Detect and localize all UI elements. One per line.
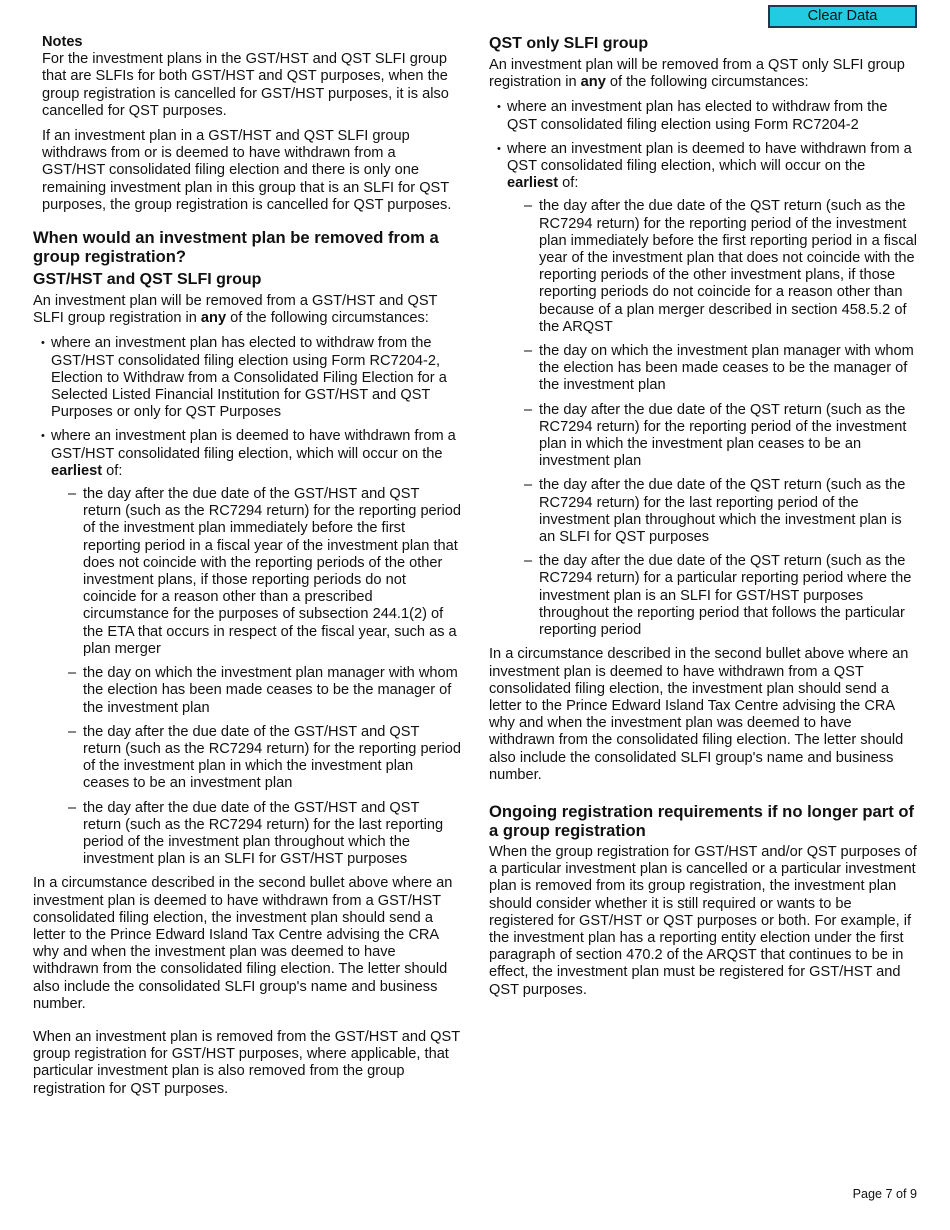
list-item: – the day after the due date of the GST/HST and QST return (such as the RC7294 return) for the reporting period of the investment plan immediately before the first reporting period in a fiscal year of the investment plan that does not coincide with the reporting periods of the other investment plans, if those reporting periods do not coincide for a reason other than a prescribed circumstance for the purposes of subsection 244.1(2) of the ETA that occurs in respect of the fiscal year, such as a plan merger <box>51 486 461 658</box>
list-item: – the day after the due date of the QST return (such as the RC7294 return) for a particular reporting period where the investment plan is an SLFI for GST/HST purposes throughout the reporting period that follows the particular reporting period <box>507 553 919 639</box>
page-number: Page 7 of 9 <box>852 1187 917 1201</box>
list-item: • where an investment plan is deemed to have withdrawn from a GST/HST consolidated filing election, which will occur on the earliest of: – the day after the due date of the GST/HST and QST return (such as the RC7294 return) for the reporting period of the investment plan immediately before the first reporting period in a fiscal year of the investment plan that does not coincide with the reporting periods of the other investment plans, if those reporting periods do not coincide for a reason other than a prescribed circumstance for the purposes of subsection 244.1(2) of the ETA that occurs in respect of the fiscal year, such as a plan merger – the day on which the investment plan manager with whom the election has been made ceases to be the manager of the investment plan – the day after the due date of the GST/HST and QST return (such as the RC7294 return) for the reporting period of the investment plan in which the investment plan ceases to be an investment plan – the day after the due date of the GST/HST and QST return (such as the RC7294 return) for the last reporting period of the investment plan throughout which the investment plan is an SLFI for GST/HST purposes <box>33 428 461 868</box>
subheading-qst-only-group: QST only SLFI group <box>489 35 649 52</box>
list-item: – the day after the due date of the QST return (such as the RC7294 return) for the reporting period of the investment plan in which the investment plan ceases to be an investment plan <box>507 402 919 471</box>
list-item: – the day after the due date of the GST/HST and QST return (such as the RC7294 return) for the reporting period of the investment plan in which the investment plan ceases to be an investment plan <box>51 724 461 793</box>
list-item: • where an investment plan has elected to withdraw from the GST/HST consolidated filing election using Form RC7204-2, Election to Withdraw from a Consolidated Filing Election for a Selected Listed Financial Institution for GST/HST and QST Purposes or only for QST Purposes <box>33 335 461 421</box>
clear-data-button[interactable]: Clear Data <box>768 5 917 28</box>
intro-paragraph: An investment plan will be removed from a QST only SLFI group registration in any of the following circumstances: <box>489 57 905 91</box>
list-item: – the day after the due date of the GST/HST and QST return (such as the RC7294 return) for the last reporting period of the investment plan throughout which the investment plan is an SLFI for GST/HST purposes <box>51 800 461 869</box>
section-heading-removed: When would an investment plan be removed from a group registration? <box>33 228 439 267</box>
notes-section <box>33 34 461 214</box>
subheading-gst-qst-group: GST/HST and QST SLFI group <box>33 271 262 289</box>
list-item: – the day on which the investment plan manager with whom the election has been made ceases to be the manager of the investment plan <box>507 343 919 395</box>
right-column <box>489 34 919 1007</box>
list-item: – the day on which the investment plan manager with whom the election has been made ceases to be the manager of the investment plan <box>51 665 461 717</box>
left-column <box>33 34 461 1106</box>
list-item: – the day after the due date of the QST return (such as the RC7294 return) for the last reporting period of the investment plan throughout which the investment plan is an SLFI for QST purposes <box>507 477 919 546</box>
list-item: – the day after the due date of the QST return (such as the RC7294 return) for the reporting period of the investment plan immediately before the first reporting period in a fiscal year of the investment plan that does not coincide with the reporting periods of the other investment plans, if those reporting periods do not coincide for a reason other than because of a plan merger described in section 458.5.2 of the ARQST <box>507 198 919 336</box>
circumstance-list <box>33 335 461 868</box>
notes-title: Notes <box>42 34 83 50</box>
intro-paragraph: An investment plan will be removed from a GST/HST and QST SLFI group registration in any of the following circumstances: <box>33 293 438 327</box>
ongoing-paragraph: When the group registration for GST/HST and/or QST purposes of a particular investment plan is cancelled or a particular investment plan is removed from its group registration, the investment plan should consider whether it is still required or wants to be registered for GST/HST or QST purposes or both. For example, if the investment plan has a reporting entity election under the first paragraph of section 470.2 of the ARQST that continues to be in effect, the investment plan must be registered for GST/HST and QST purposes. <box>489 843 917 998</box>
notes-paragraph-1: For the investment plans in the GST/HST and QST SLFI group that are SLFIs for both GST/HST and QST purposes, when the group registration is cancelled for GST/HST purposes, it is also cancelled for QST purposes. <box>42 51 449 119</box>
section-heading-ongoing: Ongoing registration requirements if no longer part of a group registration <box>489 801 915 840</box>
earliest-list <box>507 198 919 639</box>
notes-paragraph-2: If an investment plan in a GST/HST and QST SLFI group withdraws from or is deemed to have withdrawn from a GST/HST consolidated filing election and there is only one remaining investment plan in this group that is an SLFI for QST purposes, the group registration is cancelled for QST purposes. <box>42 128 452 213</box>
earliest-list <box>51 486 461 868</box>
circumstance-list <box>489 99 919 639</box>
list-item: • where an investment plan has elected to withdraw from the QST consolidated filing election using Form RC7204-2 <box>489 99 919 133</box>
removed-paragraph: When an investment plan is removed from the GST/HST and QST group registration for GST/HST purposes, where applicable, that particular investment plan is also removed from the group registration for QST purposes. <box>33 1028 460 1097</box>
list-item: • where an investment plan is deemed to have withdrawn from a QST consolidated filing election, which will occur on the earliest of: – the day after the due date of the QST return (such as the RC7294 return) for the reporting period of the investment plan immediately before the first reporting period in a fiscal year of the investment plan that does not coincide with the reporting periods of the other investment plans, if those reporting periods do not coincide for a reason other than because of a plan merger described in section 458.5.2 of the ARQST – the day on which the investment plan manager with whom the election has been made ceases to be the manager of the investment plan – the day after the due date of the QST return (such as the RC7294 return) for the reporting period of the investment plan in which the investment plan ceases to be an investment plan – the day after the due date of the QST return (such as the RC7294 return) for the last reporting period of the investment plan throughout which the investment plan is an SLFI for QST purposes – the day after the due date of the QST return (such as the RC7294 return) for a particular reporting period where the investment plan is an SLFI for GST/HST purposes throughout the reporting period that follows the particular reporting period <box>489 141 919 639</box>
circumstance-paragraph: In a circumstance described in the second bullet above where an investment plan is deemed to have withdrawn from a QST consolidated filing election, the investment plan should send a letter to the Prince Edward Island Tax Centre advising the CRA why and when the investment plan was deemed to have withdrawn from the consolidated filing election. The letter should also include the consolidated SLFI group's name and business number. <box>489 646 909 783</box>
circumstance-paragraph: In a circumstance described in the second bullet above where an investment plan is deemed to have withdrawn from a GST/HST consolidated filing election, the investment plan should send a letter to the Prince Edward Island Tax Centre advising the CRA why and when the investment plan was deemed to have withdrawn from the consolidated filing election. The letter should also include the consolidated SLFI group's name and business number. <box>33 875 453 1012</box>
